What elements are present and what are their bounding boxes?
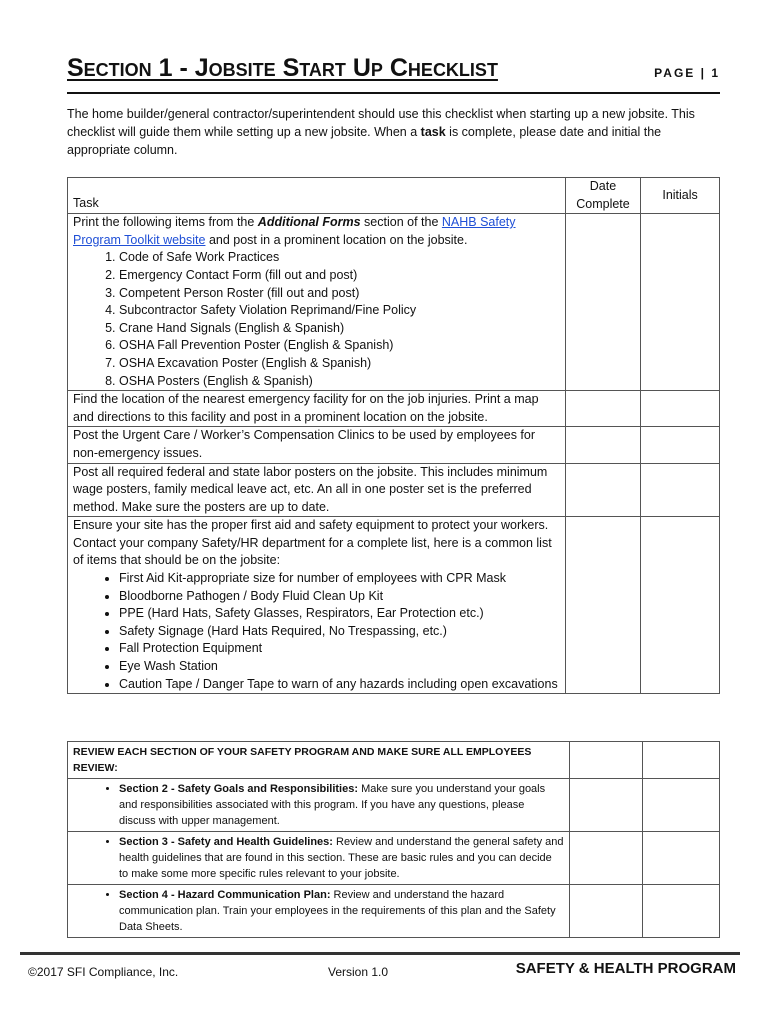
review-list (73, 832, 564, 884)
program-title: SAFETY & HEALTH PROGRAM (515, 960, 736, 977)
column-header-date-complete (565, 178, 640, 214)
list-item: 6. OSHA Fall Prevention Poster (English & Spanish) (119, 337, 560, 355)
table-row (68, 427, 720, 463)
table-row (68, 214, 720, 391)
task-cell-print-forms (68, 214, 566, 391)
list-item: • Caution Tape / Danger Tape to warn of any hazards including open excavations (119, 676, 560, 694)
list-item: • Fall Protection Equipment (119, 640, 560, 658)
review-list (73, 779, 564, 831)
list-item (119, 832, 564, 884)
intro-paragraph (67, 105, 727, 159)
task-text: section of the (360, 215, 442, 230)
review-sections-table (67, 741, 720, 938)
list-item: • Eye Wash Station (119, 658, 560, 676)
initials-cell[interactable] (641, 427, 720, 463)
list-item: 8. OSHA Posters (English & Spanish) (119, 373, 560, 391)
initials-cell[interactable] (641, 517, 720, 694)
review-item-text: Review and understand the general safety and health guidelines that are found in this section. These are basic rules and you can decide to make some more specific rules relevant to your jobsite. (119, 836, 564, 880)
review-item-cell (68, 832, 570, 885)
review-list (73, 885, 564, 937)
date-header-line2: Complete (576, 196, 630, 211)
page-title: Section 1 - Jobsite Start Up Checklist (67, 54, 498, 82)
intro-text-1: The home builder/general contractor/superintendent should use this checklist when starting up a new jobsite. This checklist will guide them while setting up a new jobsite. When a (67, 107, 695, 139)
intro-text-2: is complete, please date and initial the appropriate column. (67, 125, 662, 157)
review-item-cell (68, 885, 570, 938)
initials-cell[interactable] (641, 463, 720, 517)
version-text: Version 1.0 (328, 965, 389, 979)
equipment-list (73, 570, 560, 693)
task-cell-emergency-facility: Find the location of the nearest emergency facility for on the job injuries. Print a map and directions to this facility and post in a prominent location on the jobsite. (68, 391, 566, 427)
initials-cell[interactable] (642, 742, 719, 779)
list-item: • Safety Signage (Hard Hats Required, No Trespassing, etc.) (119, 623, 560, 641)
list-item: 1. Code of Safe Work Practices (119, 249, 560, 267)
date-complete-cell[interactable] (569, 832, 642, 885)
list-item: 2. Emergency Contact Form (fill out and post) (119, 267, 560, 285)
task-text: and post in a prominent location on the jobsite. (205, 232, 468, 247)
print-items-list (73, 249, 560, 390)
review-item-title: Section 4 - Hazard Communication Plan: (119, 889, 331, 901)
review-item-text: Review and understand the hazard communication plan. Train your employees in the requirements of this plan and the Safety Data Sheets. (119, 889, 556, 933)
task-checklist-table (67, 177, 720, 694)
date-complete-cell[interactable] (569, 885, 642, 938)
review-item-title: Section 2 - Safety Goals and Responsibilities: (119, 783, 359, 795)
date-complete-cell[interactable] (565, 463, 640, 517)
page-number: PAGE | 1 (654, 66, 720, 80)
table-row (68, 463, 720, 517)
table-row (68, 885, 720, 938)
review-item-text: Make sure you understand your goals and responsibilities associated with this program. If you have any questions, please discuss with upper management. (119, 783, 546, 827)
review-item-title: Section 3 - Safety and Health Guidelines: (119, 836, 333, 848)
initials-cell[interactable] (641, 391, 720, 427)
list-item: 5. Crane Hand Signals (English & Spanish) (119, 320, 560, 338)
date-complete-cell[interactable] (565, 214, 640, 391)
date-header-line1: Date (589, 179, 617, 193)
task-text: Print the following items from the (73, 215, 258, 230)
column-header-task: Task (68, 178, 566, 214)
date-complete-cell[interactable] (565, 517, 640, 694)
page-header (67, 52, 720, 94)
copyright-text: ©2017 SFI Compliance, Inc. (28, 965, 179, 979)
initials-cell[interactable] (642, 885, 719, 938)
table-row (68, 391, 720, 427)
table-header-row (68, 178, 720, 214)
list-item (119, 779, 564, 831)
initials-cell[interactable] (642, 779, 719, 832)
page-footer (20, 952, 740, 985)
task-text: Ensure your site has the proper first aid and safety equipment to protect your workers. Contact your company Safety/HR department for a complete list, here is a common list of items that should be on the jobsite: (73, 518, 552, 568)
date-complete-cell[interactable] (569, 779, 642, 832)
additional-forms-label: Additional Forms (257, 215, 361, 230)
list-item: • First Aid Kit-appropriate size for number of employees with CPR Mask (119, 570, 560, 588)
list-item: 3. Competent Person Roster (fill out and post) (119, 285, 560, 303)
date-complete-cell[interactable] (565, 391, 640, 427)
review-heading: REVIEW EACH SECTION OF YOUR SAFETY PROGRAM AND MAKE SURE ALL EMPLOYEES REVIEW: (68, 742, 570, 779)
review-header-row (68, 742, 720, 779)
nahb-toolkit-link[interactable]: NAHB Safety Program Toolkit website (73, 215, 516, 247)
table-row (68, 832, 720, 885)
table-row (68, 779, 720, 832)
task-cell-labor-posters: Post all required federal and state labor posters on the jobsite. This includes minimum wage posters, family medical leave act, etc. An all in one poster set is the preferred method. Make sure the posters are up to date. (68, 463, 566, 517)
intro-bold-task: task (420, 125, 446, 139)
list-item: • PPE (Hard Hats, Safety Glasses, Respirators, Ear Protection etc.) (119, 605, 560, 623)
list-item: 4. Subcontractor Safety Violation Reprimand/Fine Policy (119, 302, 560, 320)
task-cell-first-aid (68, 517, 566, 694)
list-item (119, 885, 564, 937)
date-complete-cell[interactable] (569, 742, 642, 779)
column-header-initials: Initials (641, 178, 720, 214)
task-cell-urgent-care: Post the Urgent Care / Worker’s Compensation Clinics to be used by employees for non-emergency issues. (68, 427, 566, 463)
table-row (68, 517, 720, 694)
initials-cell[interactable] (641, 214, 720, 391)
list-item: 7. OSHA Excavation Poster (English & Spanish) (119, 355, 560, 373)
date-complete-cell[interactable] (565, 427, 640, 463)
list-item: • Bloodborne Pathogen / Body Fluid Clean Up Kit (119, 588, 560, 606)
review-item-cell (68, 779, 570, 832)
initials-cell[interactable] (642, 832, 719, 885)
